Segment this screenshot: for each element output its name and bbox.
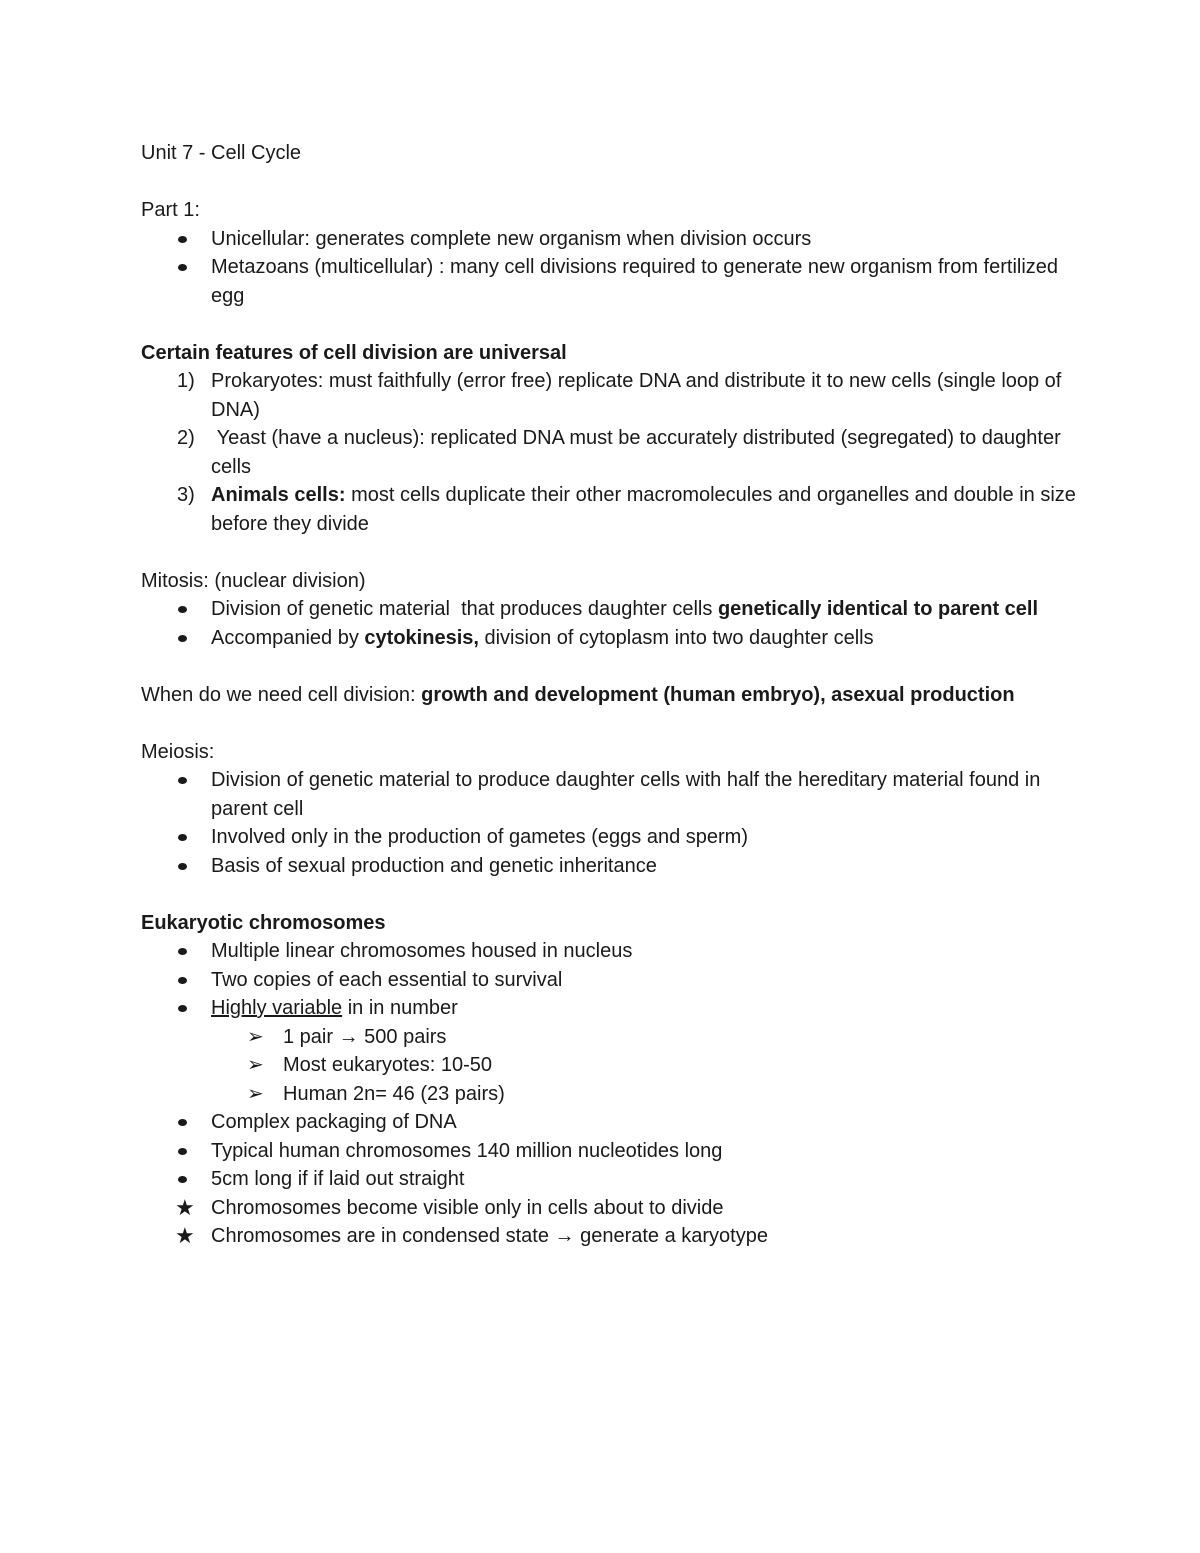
list-item-text (211, 624, 1081, 653)
bold-term: Animals cells: (211, 484, 346, 506)
bold-term: growth and development (human embryo), asexual production (421, 683, 1015, 706)
bullet-icon (141, 937, 211, 966)
bullet-icon (141, 624, 211, 653)
list-item (141, 595, 1081, 624)
list-item (141, 1137, 1081, 1166)
spacer (141, 652, 1081, 681)
mitosis-heading: Mitosis: (nuclear division) (141, 569, 366, 592)
part1-heading: Part 1: (141, 199, 200, 221)
when-paragraph (141, 681, 1081, 710)
list-item-text (211, 994, 1081, 1023)
item-number: 1) (177, 370, 195, 392)
star-item-text: Chromosomes are in condensed state → generate a karyotype (211, 1225, 768, 1247)
universal-heading: Certain features of cell division are universal (141, 341, 567, 364)
document-title: Unit 7 - Cell Cycle (141, 142, 302, 164)
star-icon: ★ (175, 1194, 195, 1220)
bullet-icon (141, 823, 211, 852)
bullet-icon (141, 1165, 211, 1194)
star-item (141, 1222, 1081, 1251)
bullet-icon (141, 994, 211, 1023)
spacer (141, 709, 1081, 738)
bold-term: genetically identical to parent cell (717, 598, 1039, 620)
document-page (141, 139, 1081, 1251)
list-item-text: Unicellular: generates complete new organism when division occurs (211, 227, 812, 250)
list-item-text: Metazoans (multicellular) : many cell divisions required to generate new organism from fertilized egg (211, 256, 1059, 307)
chromosomes-heading: Eukaryotic chromosomes (141, 911, 386, 934)
list-item (141, 823, 1081, 852)
list-item (141, 937, 1081, 966)
list-item (141, 253, 1081, 310)
item-text: most cells duplicate their other macromolecules and organelles and double in size before they divide (211, 484, 1076, 535)
item-text: Accompanied by (211, 626, 365, 649)
meiosis-heading: Meiosis: (141, 740, 215, 763)
sub-list-item-text: Human 2n= 46 (23 pairs) (283, 1082, 505, 1105)
item-text: division of cytoplasm into two daughter cells (478, 626, 874, 649)
bullet-icon (141, 253, 211, 310)
spacer (141, 168, 1081, 197)
numbered-item (141, 481, 1081, 538)
list-item-text: Basis of sexual production and genetic inheritance (211, 854, 657, 877)
sub-list-item-text: 1 pair → 500 pairs (283, 1025, 447, 1048)
item-text: Division of genetic material that produces daughter cells (211, 598, 718, 620)
list-item-text: Division of genetic material to produce daughter cells with half the hereditary material found in parent cell (211, 769, 1041, 820)
arrowhead-icon: ➢ (247, 1025, 264, 1048)
list-item-text: 5cm long if if laid out straight (211, 1168, 465, 1190)
spacer (141, 538, 1081, 567)
numbered-item-text (211, 481, 1081, 538)
numbered-item-text: Prokaryotes: must faithfully (error free) replicate DNA and distribute it to new cells (single loop of DNA) (211, 370, 1062, 421)
list-item-text: Involved only in the production of gametes (eggs and sperm) (211, 826, 748, 848)
bullet-icon (141, 1137, 211, 1166)
bold-term: cytokinesis, (364, 626, 479, 649)
list-item (141, 1108, 1081, 1137)
arrowhead-icon: ➢ (247, 1082, 264, 1105)
list-item (141, 766, 1081, 823)
list-item (141, 852, 1081, 881)
list-item (141, 225, 1081, 254)
underlined-term: Highly variable (211, 997, 343, 1019)
list-item (141, 966, 1081, 995)
numbered-item (141, 367, 1081, 424)
arrowhead-icon: ➢ (247, 1054, 264, 1076)
bullet-icon (141, 852, 211, 881)
sub-list-item-text: Most eukaryotes: 10-50 (283, 1054, 492, 1076)
star-item-text: Chromosomes become visible only in cells about to divide (211, 1196, 724, 1219)
spacer (141, 880, 1081, 909)
list-item (141, 1165, 1081, 1194)
list-item-text: Typical human chromosomes 140 million nucleotides long (211, 1139, 723, 1162)
when-text: When do we need cell division: (141, 683, 422, 706)
sub-list-item (141, 1080, 1081, 1109)
list-item-text (211, 595, 1081, 624)
sub-list-item (141, 1051, 1081, 1080)
bullet-icon (141, 766, 211, 823)
bullet-icon (141, 225, 211, 254)
numbered-item (141, 424, 1081, 481)
numbered-item-text: Yeast (have a nucleus): replicated DNA must be accurately distributed (segregated) to daughter cells (211, 427, 1067, 478)
bullet-icon (141, 595, 211, 624)
list-item (141, 624, 1081, 653)
spacer (141, 310, 1081, 339)
list-item-text: Two copies of each essential to survival (211, 968, 563, 991)
list-item-text: Multiple linear chromosomes housed in nucleus (211, 940, 633, 962)
list-item (141, 994, 1081, 1023)
item-number: 3) (177, 484, 195, 506)
star-item (141, 1194, 1081, 1223)
item-number: 2) (177, 427, 195, 449)
item-text: in in number (342, 997, 458, 1019)
bullet-icon (141, 966, 211, 995)
sub-list-item (141, 1023, 1081, 1052)
bullet-icon (141, 1108, 211, 1137)
star-icon: ★ (175, 1223, 195, 1248)
list-item-text: Complex packaging of DNA (211, 1111, 457, 1133)
